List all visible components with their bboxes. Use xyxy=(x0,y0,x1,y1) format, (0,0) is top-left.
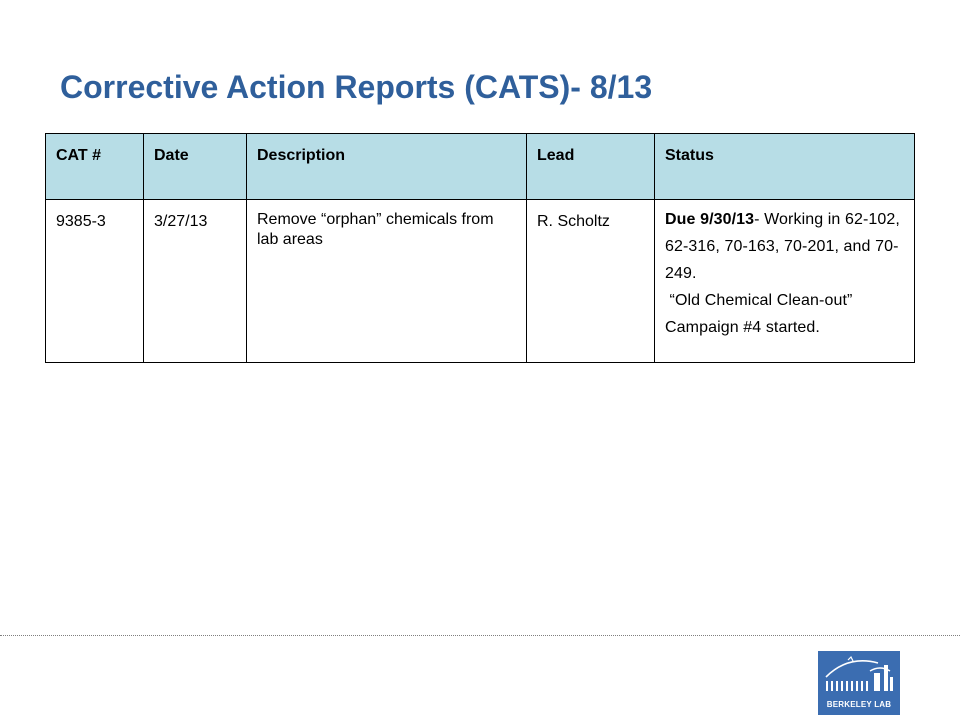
footer-divider xyxy=(0,635,960,636)
berkeley-lab-logo xyxy=(818,651,900,715)
status-detail: - Working in 62-102, 62-316, 70-163, 70-201, and 70-249. xyxy=(665,211,900,282)
header-status: Status xyxy=(655,134,915,200)
cats-table xyxy=(45,133,915,363)
cell-lead: R. Scholtz xyxy=(527,200,655,363)
cell-date: 3/27/13 xyxy=(144,200,247,363)
header-cat-number: CAT # xyxy=(46,134,144,200)
cell-cat-number: 9385-3 xyxy=(46,200,144,363)
status-main xyxy=(665,206,904,287)
status-due-date: Due 9/30/13 xyxy=(665,211,755,228)
table-row xyxy=(46,200,915,363)
status-note: “Old Chemical Clean-out” Campaign #4 started. xyxy=(665,292,858,336)
header-date: Date xyxy=(144,134,247,200)
table-header-row xyxy=(46,134,915,200)
header-lead: Lead xyxy=(527,134,655,200)
cell-status xyxy=(655,200,915,363)
logo-text: BERKELEY LAB xyxy=(826,700,892,709)
header-description: Description xyxy=(247,134,527,200)
slide-title: Corrective Action Reports (CATS)- 8/13 xyxy=(60,69,653,105)
cell-description: Remove “orphan” chemicals from lab areas xyxy=(247,200,527,363)
